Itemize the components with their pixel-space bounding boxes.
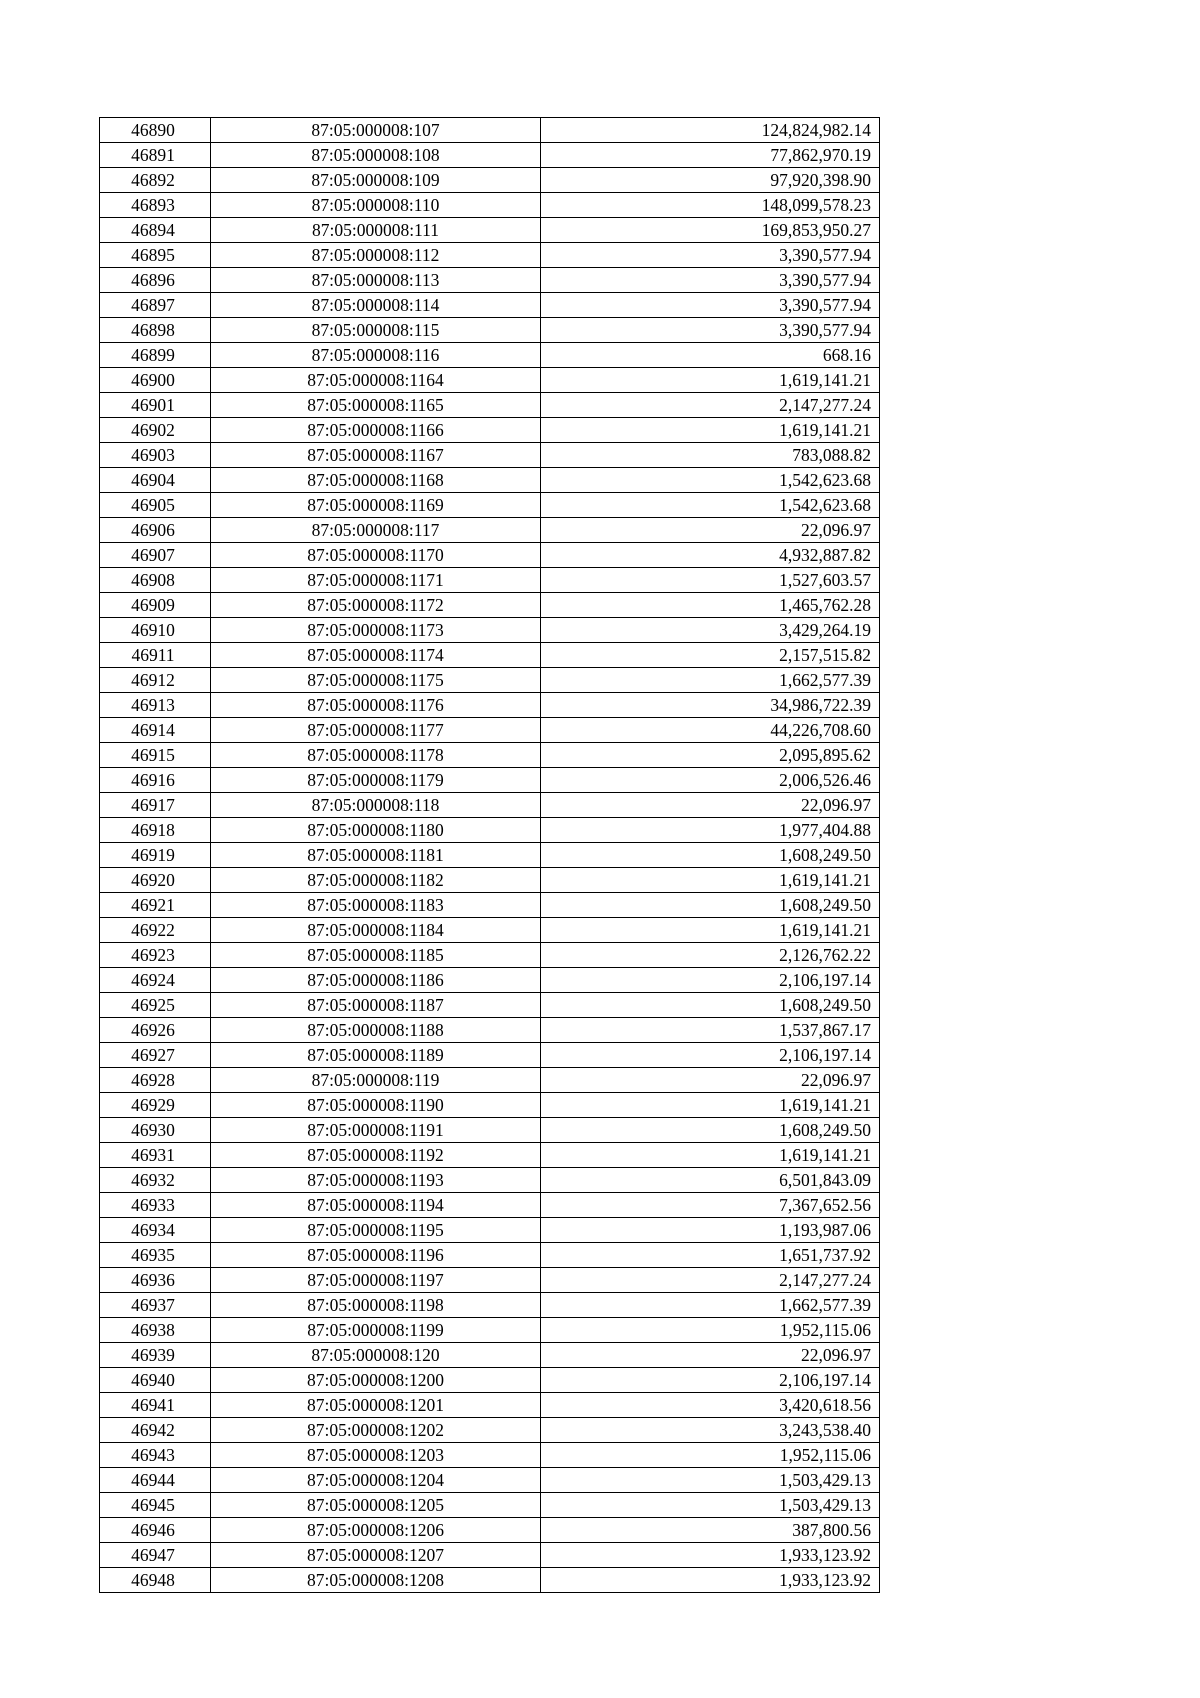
cadastral-number-cell: 87:05:000008:116 [211, 343, 541, 368]
cadastral-number-cell: 87:05:000008:118 [211, 793, 541, 818]
cadastral-number-cell: 87:05:000008:1182 [211, 868, 541, 893]
cadastral-value-cell: 1,977,404.88 [541, 818, 880, 843]
cadastral-value-cell: 1,619,141.21 [541, 368, 880, 393]
cadastral-number-cell: 87:05:000008:1203 [211, 1443, 541, 1468]
cadastral-value-cell: 124,824,982.14 [541, 118, 880, 143]
cadastral-number-cell: 87:05:000008:1202 [211, 1418, 541, 1443]
row-number-cell: 46930 [100, 1118, 211, 1143]
table-row [100, 1418, 880, 1443]
cadastral-number-cell: 87:05:000008:1188 [211, 1018, 541, 1043]
cadastral-value-cell: 97,920,398.90 [541, 168, 880, 193]
cadastral-number-cell: 87:05:000008:1206 [211, 1518, 541, 1543]
row-number-cell: 46915 [100, 743, 211, 768]
cadastral-number-cell: 87:05:000008:107 [211, 118, 541, 143]
cadastral-value-cell: 2,147,277.24 [541, 393, 880, 418]
cadastral-value-cell: 1,465,762.28 [541, 593, 880, 618]
table-row [100, 368, 880, 393]
row-number-cell: 46923 [100, 943, 211, 968]
table-row [100, 493, 880, 518]
cadastral-value-cell: 3,390,577.94 [541, 268, 880, 293]
cadastral-number-cell: 87:05:000008:1193 [211, 1168, 541, 1193]
cadastral-value-cell: 3,420,618.56 [541, 1393, 880, 1418]
row-number-cell: 46948 [100, 1568, 211, 1593]
row-number-cell: 46914 [100, 718, 211, 743]
cadastral-number-cell: 87:05:000008:1200 [211, 1368, 541, 1393]
cadastral-value-cell: 1,608,249.50 [541, 843, 880, 868]
cadastral-value-cell: 1,193,987.06 [541, 1218, 880, 1243]
cadastral-number-cell: 87:05:000008:1167 [211, 443, 541, 468]
table-row [100, 1268, 880, 1293]
cadastral-number-cell: 87:05:000008:1194 [211, 1193, 541, 1218]
cadastral-value-cell: 1,933,123.92 [541, 1568, 880, 1593]
row-number-cell: 46946 [100, 1518, 211, 1543]
table-row [100, 1018, 880, 1043]
table-row [100, 918, 880, 943]
cadastral-number-cell: 87:05:000008:1192 [211, 1143, 541, 1168]
cadastral-value-cell: 148,099,578.23 [541, 193, 880, 218]
cadastral-number-cell: 87:05:000008:1173 [211, 618, 541, 643]
cadastral-value-cell: 4,932,887.82 [541, 543, 880, 568]
row-number-cell: 46922 [100, 918, 211, 943]
row-number-cell: 46932 [100, 1168, 211, 1193]
table-row [100, 193, 880, 218]
table-row [100, 1368, 880, 1393]
cadastral-value-cell: 1,503,429.13 [541, 1493, 880, 1518]
cadastral-number-cell: 87:05:000008:1165 [211, 393, 541, 418]
cadastral-value-cell: 1,651,737.92 [541, 1243, 880, 1268]
table-row [100, 1493, 880, 1518]
row-number-cell: 46935 [100, 1243, 211, 1268]
row-number-cell: 46936 [100, 1268, 211, 1293]
table-row [100, 1343, 880, 1368]
cadastral-number-cell: 87:05:000008:110 [211, 193, 541, 218]
row-number-cell: 46934 [100, 1218, 211, 1243]
cadastral-value-cell: 2,106,197.14 [541, 968, 880, 993]
cadastral-number-cell: 87:05:000008:113 [211, 268, 541, 293]
row-number-cell: 46912 [100, 668, 211, 693]
table-row [100, 1143, 880, 1168]
table-row [100, 893, 880, 918]
cadastral-value-cell: 3,390,577.94 [541, 243, 880, 268]
row-number-cell: 46901 [100, 393, 211, 418]
table-row [100, 243, 880, 268]
table-row [100, 143, 880, 168]
cadastral-value-cell: 1,527,603.57 [541, 568, 880, 593]
cadastral-number-cell: 87:05:000008:1176 [211, 693, 541, 718]
cadastral-value-cell: 3,390,577.94 [541, 318, 880, 343]
cadastral-number-cell: 87:05:000008:115 [211, 318, 541, 343]
cadastral-value-cell: 1,952,115.06 [541, 1318, 880, 1343]
row-number-cell: 46939 [100, 1343, 211, 1368]
row-number-cell: 46937 [100, 1293, 211, 1318]
row-number-cell: 46942 [100, 1418, 211, 1443]
cadastral-value-cell: 6,501,843.09 [541, 1168, 880, 1193]
table-body [100, 118, 880, 1593]
table-row [100, 1243, 880, 1268]
table-row [100, 1543, 880, 1568]
cadastral-value-cell: 22,096.97 [541, 518, 880, 543]
row-number-cell: 46944 [100, 1468, 211, 1493]
row-number-cell: 46904 [100, 468, 211, 493]
table-row [100, 668, 880, 693]
cadastral-value-cell: 1,619,141.21 [541, 1143, 880, 1168]
row-number-cell: 46943 [100, 1443, 211, 1468]
cadastral-number-cell: 87:05:000008:1179 [211, 768, 541, 793]
cadastral-number-cell: 87:05:000008:1205 [211, 1493, 541, 1518]
cadastral-number-cell: 87:05:000008:1207 [211, 1543, 541, 1568]
row-number-cell: 46895 [100, 243, 211, 268]
table-row [100, 1393, 880, 1418]
table-row [100, 318, 880, 343]
cadastral-value-cell: 22,096.97 [541, 793, 880, 818]
table-row [100, 643, 880, 668]
cadastral-number-cell: 87:05:000008:1166 [211, 418, 541, 443]
table-row [100, 793, 880, 818]
row-number-cell: 46891 [100, 143, 211, 168]
table-row [100, 168, 880, 193]
row-number-cell: 46903 [100, 443, 211, 468]
cadastral-value-cell: 1,608,249.50 [541, 893, 880, 918]
table-row [100, 1468, 880, 1493]
cadastral-value-cell: 2,006,526.46 [541, 768, 880, 793]
row-number-cell: 46909 [100, 593, 211, 618]
row-number-cell: 46890 [100, 118, 211, 143]
cadastral-value-cell: 2,157,515.82 [541, 643, 880, 668]
row-number-cell: 46899 [100, 343, 211, 368]
cadastral-number-cell: 87:05:000008:108 [211, 143, 541, 168]
row-number-cell: 46940 [100, 1368, 211, 1393]
table-row [100, 1068, 880, 1093]
cadastral-value-cell: 44,226,708.60 [541, 718, 880, 743]
table-row [100, 1568, 880, 1593]
row-number-cell: 46945 [100, 1493, 211, 1518]
cadastral-value-cell: 169,853,950.27 [541, 218, 880, 243]
row-number-cell: 46900 [100, 368, 211, 393]
table-row [100, 743, 880, 768]
cadastral-number-cell: 87:05:000008:1177 [211, 718, 541, 743]
table-row [100, 1168, 880, 1193]
cadastral-value-table [99, 117, 880, 1593]
cadastral-number-cell: 87:05:000008:119 [211, 1068, 541, 1093]
cadastral-value-cell: 2,126,762.22 [541, 943, 880, 968]
cadastral-value-cell: 1,542,623.68 [541, 468, 880, 493]
cadastral-number-cell: 87:05:000008:1191 [211, 1118, 541, 1143]
cadastral-number-cell: 87:05:000008:1197 [211, 1268, 541, 1293]
row-number-cell: 46920 [100, 868, 211, 893]
cadastral-number-cell: 87:05:000008:1190 [211, 1093, 541, 1118]
row-number-cell: 46941 [100, 1393, 211, 1418]
row-number-cell: 46929 [100, 1093, 211, 1118]
row-number-cell: 46892 [100, 168, 211, 193]
cadastral-number-cell: 87:05:000008:1199 [211, 1318, 541, 1343]
cadastral-number-cell: 87:05:000008:1196 [211, 1243, 541, 1268]
cadastral-number-cell: 87:05:000008:117 [211, 518, 541, 543]
cadastral-number-cell: 87:05:000008:1170 [211, 543, 541, 568]
row-number-cell: 46919 [100, 843, 211, 868]
cadastral-value-cell: 3,429,264.19 [541, 618, 880, 643]
table-row [100, 768, 880, 793]
row-number-cell: 46933 [100, 1193, 211, 1218]
table-row [100, 943, 880, 968]
cadastral-value-cell: 1,619,141.21 [541, 418, 880, 443]
cadastral-number-cell: 87:05:000008:1178 [211, 743, 541, 768]
cadastral-value-cell: 1,952,115.06 [541, 1443, 880, 1468]
cadastral-value-cell: 1,662,577.39 [541, 1293, 880, 1318]
row-number-cell: 46916 [100, 768, 211, 793]
cadastral-value-cell: 783,088.82 [541, 443, 880, 468]
row-number-cell: 46907 [100, 543, 211, 568]
table-row [100, 993, 880, 1018]
table-row [100, 218, 880, 243]
cadastral-value-cell: 1,608,249.50 [541, 993, 880, 1018]
table-row [100, 618, 880, 643]
table-row [100, 843, 880, 868]
row-number-cell: 46925 [100, 993, 211, 1018]
row-number-cell: 46928 [100, 1068, 211, 1093]
row-number-cell: 46921 [100, 893, 211, 918]
cadastral-value-cell: 1,662,577.39 [541, 668, 880, 693]
cadastral-number-cell: 87:05:000008:114 [211, 293, 541, 318]
cadastral-value-cell: 1,619,141.21 [541, 1093, 880, 1118]
row-number-cell: 46918 [100, 818, 211, 843]
cadastral-value-cell: 77,862,970.19 [541, 143, 880, 168]
row-number-cell: 46896 [100, 268, 211, 293]
cadastral-number-cell: 87:05:000008:1183 [211, 893, 541, 918]
cadastral-value-cell: 1,619,141.21 [541, 918, 880, 943]
cadastral-number-cell: 87:05:000008:109 [211, 168, 541, 193]
cadastral-value-cell: 2,095,895.62 [541, 743, 880, 768]
cadastral-number-cell: 87:05:000008:1195 [211, 1218, 541, 1243]
table-row [100, 1293, 880, 1318]
table-row [100, 118, 880, 143]
table-row [100, 1318, 880, 1343]
row-number-cell: 46927 [100, 1043, 211, 1068]
cadastral-number-cell: 87:05:000008:111 [211, 218, 541, 243]
table-row [100, 443, 880, 468]
cadastral-number-cell: 87:05:000008:1198 [211, 1293, 541, 1318]
cadastral-value-cell: 1,933,123.92 [541, 1543, 880, 1568]
cadastral-number-cell: 87:05:000008:1168 [211, 468, 541, 493]
cadastral-number-cell: 87:05:000008:1208 [211, 1568, 541, 1593]
table-row [100, 543, 880, 568]
cadastral-value-cell: 668.16 [541, 343, 880, 368]
row-number-cell: 46897 [100, 293, 211, 318]
row-number-cell: 46893 [100, 193, 211, 218]
row-number-cell: 46902 [100, 418, 211, 443]
row-number-cell: 46924 [100, 968, 211, 993]
table-row [100, 1118, 880, 1143]
cadastral-number-cell: 87:05:000008:112 [211, 243, 541, 268]
cadastral-number-cell: 87:05:000008:120 [211, 1343, 541, 1368]
cadastral-number-cell: 87:05:000008:1164 [211, 368, 541, 393]
cadastral-number-cell: 87:05:000008:1185 [211, 943, 541, 968]
cadastral-value-cell: 22,096.97 [541, 1343, 880, 1368]
table-row [100, 1218, 880, 1243]
row-number-cell: 46917 [100, 793, 211, 818]
cadastral-value-cell: 2,147,277.24 [541, 1268, 880, 1293]
row-number-cell: 46911 [100, 643, 211, 668]
table-row [100, 1518, 880, 1543]
cadastral-value-cell: 1,619,141.21 [541, 868, 880, 893]
cadastral-number-cell: 87:05:000008:1169 [211, 493, 541, 518]
table-row [100, 518, 880, 543]
row-number-cell: 46913 [100, 693, 211, 718]
cadastral-number-cell: 87:05:000008:1189 [211, 1043, 541, 1068]
cadastral-number-cell: 87:05:000008:1171 [211, 568, 541, 593]
row-number-cell: 46908 [100, 568, 211, 593]
row-number-cell: 46931 [100, 1143, 211, 1168]
table-row [100, 343, 880, 368]
table-row [100, 693, 880, 718]
table-row [100, 1443, 880, 1468]
cadastral-number-cell: 87:05:000008:1175 [211, 668, 541, 693]
row-number-cell: 46938 [100, 1318, 211, 1343]
row-number-cell: 46906 [100, 518, 211, 543]
cadastral-number-cell: 87:05:000008:1204 [211, 1468, 541, 1493]
cadastral-number-cell: 87:05:000008:1180 [211, 818, 541, 843]
cadastral-number-cell: 87:05:000008:1174 [211, 643, 541, 668]
table-row [100, 718, 880, 743]
row-number-cell: 46947 [100, 1543, 211, 1568]
row-number-cell: 46926 [100, 1018, 211, 1043]
table-row [100, 1093, 880, 1118]
table-row [100, 1043, 880, 1068]
table-row [100, 868, 880, 893]
cadastral-value-cell: 3,243,538.40 [541, 1418, 880, 1443]
cadastral-value-cell: 1,537,867.17 [541, 1018, 880, 1043]
cadastral-value-cell: 2,106,197.14 [541, 1368, 880, 1393]
table-row [100, 818, 880, 843]
cadastral-value-cell: 3,390,577.94 [541, 293, 880, 318]
cadastral-value-cell: 2,106,197.14 [541, 1043, 880, 1068]
cadastral-value-cell: 22,096.97 [541, 1068, 880, 1093]
row-number-cell: 46898 [100, 318, 211, 343]
cadastral-number-cell: 87:05:000008:1181 [211, 843, 541, 868]
table-row [100, 568, 880, 593]
cadastral-value-cell: 34,986,722.39 [541, 693, 880, 718]
table-row [100, 418, 880, 443]
cadastral-value-cell: 1,608,249.50 [541, 1118, 880, 1143]
cadastral-number-cell: 87:05:000008:1186 [211, 968, 541, 993]
table-row [100, 1193, 880, 1218]
table-row [100, 968, 880, 993]
table-row [100, 468, 880, 493]
cadastral-number-cell: 87:05:000008:1187 [211, 993, 541, 1018]
row-number-cell: 46894 [100, 218, 211, 243]
cadastral-number-cell: 87:05:000008:1184 [211, 918, 541, 943]
cadastral-number-cell: 87:05:000008:1201 [211, 1393, 541, 1418]
cadastral-value-cell: 7,367,652.56 [541, 1193, 880, 1218]
cadastral-value-cell: 387,800.56 [541, 1518, 880, 1543]
table-row [100, 393, 880, 418]
row-number-cell: 46910 [100, 618, 211, 643]
cadastral-value-cell: 1,542,623.68 [541, 493, 880, 518]
table-row [100, 293, 880, 318]
table-row [100, 268, 880, 293]
cadastral-number-cell: 87:05:000008:1172 [211, 593, 541, 618]
table-row [100, 593, 880, 618]
cadastral-value-cell: 1,503,429.13 [541, 1468, 880, 1493]
row-number-cell: 46905 [100, 493, 211, 518]
